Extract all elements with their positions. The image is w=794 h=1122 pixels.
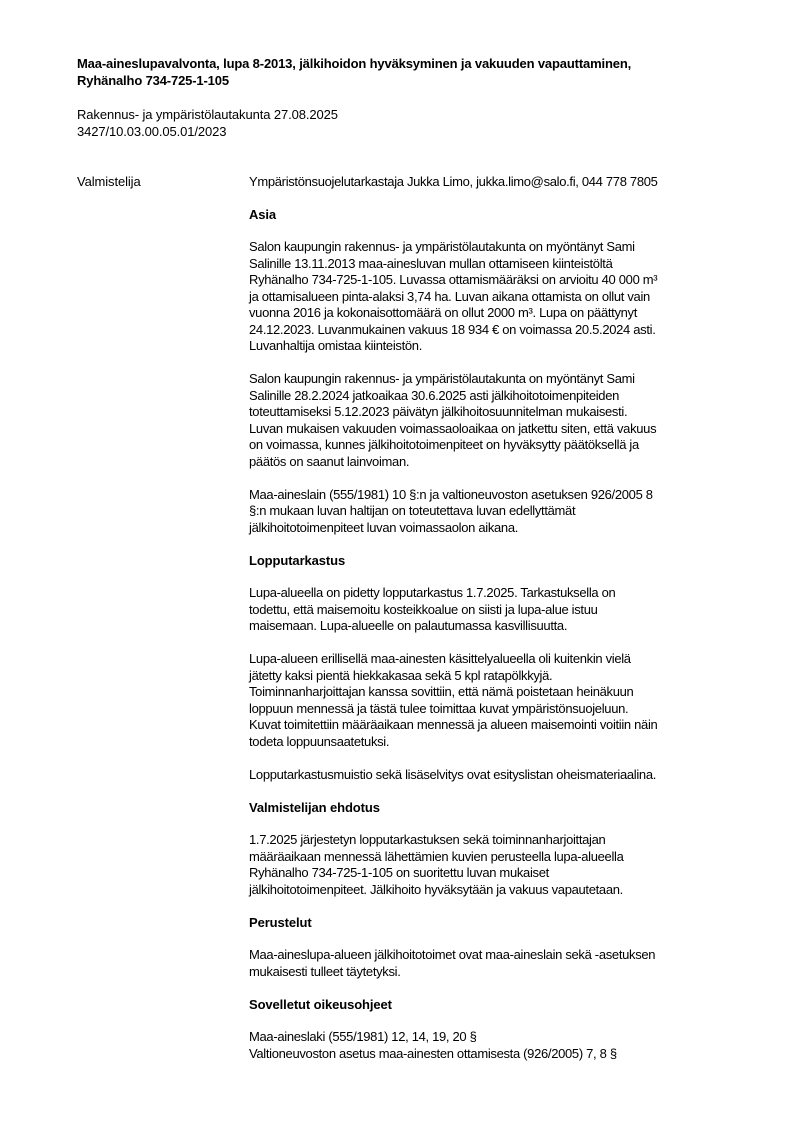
text-line: Luvanhaltija omistaa kiinteistön. bbox=[249, 338, 422, 353]
text-line: mukaisesti tulleet täytetyksi. bbox=[249, 963, 401, 979]
paragraph bbox=[249, 1029, 749, 1062]
paragraph bbox=[249, 239, 749, 355]
text-line: Maa-aineslain (555/1981) 10 §:n ja valtioneuvoston asetuksen 926/2005 8 bbox=[249, 486, 653, 502]
text-line: Lupa-alueen erillisellä maa-ainesten käsittelyalueella oli kuitenkin vielä bbox=[249, 651, 631, 666]
text-line: vuonna 2016 ja kokonaisottomäärä on ollut 2000 m³. Lupa on päättynyt bbox=[249, 305, 638, 320]
text-line: maisemaan. Lupa-alueelle on palautumassa kasvillisuutta. bbox=[249, 618, 568, 633]
paragraph bbox=[249, 585, 749, 635]
text-line: jälkihoitotoimenpiteet. Jälkihoito hyväksytään ja vakuus vapautetaan. bbox=[249, 881, 623, 897]
title-line: Ryhänalho 734-725-1-105 bbox=[77, 72, 229, 88]
text-line: jätetty kaksi pientä hiekkakasaa sekä 5 kpl ratapölkkyjä. bbox=[249, 667, 553, 683]
paragraph bbox=[249, 651, 749, 750]
text-line: toteuttamiseksi 5.12.2023 päivätyn jälkihoitosuunnitelman mukaisesti. bbox=[249, 404, 628, 419]
text-line: päätös on saanut lainvoiman. bbox=[249, 453, 410, 469]
section-ehdotus bbox=[249, 800, 749, 899]
preparer-value: Ympäristönsuojelutarkastaja Jukka Limo, jukka.limo@salo.fi, 044 778 7805 bbox=[249, 174, 658, 189]
text-line: ja ottamisalueen pinta-alaksi 3,74 ha. Luvan aikana ottamista on ollut vain bbox=[249, 288, 650, 304]
section-heading: Asia bbox=[249, 206, 277, 222]
board-date: Rakennus- ja ympäristölautakunta 27.08.2025 bbox=[77, 107, 338, 122]
section-asia bbox=[249, 207, 749, 537]
text-line: Salon kaupungin rakennus- ja ympäristölautakunta on myöntänyt Sami bbox=[249, 239, 635, 254]
text-line: Salinille 13.11.2013 maa-ainesluvan mullan ottamiseen kiinteistöltä bbox=[249, 255, 613, 271]
section-heading: Sovelletut oikeusohjeet bbox=[249, 996, 392, 1012]
text-line: todettu, että maisemoitu kosteikkoalue on siisti ja lupa-alue istuu bbox=[249, 601, 598, 617]
document-title bbox=[77, 56, 757, 89]
section-oikeusohjeet bbox=[249, 997, 749, 1063]
text-line: §:n mukaan luvan haltijan on toteutettava luvan edellyttämät bbox=[249, 503, 576, 518]
paragraph bbox=[249, 487, 749, 537]
text-line: Lupa-alueella on pidetty lopputarkastus 1.7.2025. Tarkastuksella on bbox=[249, 585, 616, 600]
record-number: 3427/10.03.00.05.01/2023 bbox=[77, 123, 227, 139]
text-line: Salon kaupungin rakennus- ja ympäristölautakunta on myöntänyt Sami bbox=[249, 371, 635, 386]
paragraph bbox=[249, 832, 749, 898]
text-line: Maa-aineslaki (555/1981) 12, 14, 19, 20 § bbox=[249, 1029, 477, 1044]
text-line: 24.12.2023. Luvanmukainen vakuus 18 934 € on voimassa 20.5.2024 asti. bbox=[249, 321, 656, 337]
section-perustelut bbox=[249, 915, 749, 981]
text-line: Lopputarkastusmuistio sekä lisäselvitys ovat esityslistan oheismateriaalina. bbox=[249, 766, 657, 782]
text-line: todeta loppuunsaatetuksi. bbox=[249, 733, 390, 749]
text-line: 1.7.2025 järjestetyn lopputarkastuksen sekä toiminnanharjoittajan bbox=[249, 832, 606, 847]
text-line: Maa-aineslupa-alueen jälkihoitotoimet ovat maa-aineslain sekä -asetuksen bbox=[249, 947, 656, 962]
text-line: Valtioneuvoston asetus maa-ainesten ottamisesta (926/2005) 7, 8 § bbox=[249, 1045, 617, 1061]
text-line: Luvan mukaisen vakuuden voimassaoloaikaa on jatkettu siten, että vakuus bbox=[249, 420, 657, 436]
section-heading: Perustelut bbox=[249, 914, 312, 930]
meeting-meta bbox=[77, 107, 477, 140]
paragraph bbox=[249, 947, 749, 980]
text-line: Ryhänalho 734-725-1-105. Luvassa ottamismääräksi on arvioitu 40 000 m³ bbox=[249, 272, 658, 287]
text-line: Toiminnanharjoittajan kanssa sovittiin, että nämä poistetaan heinäkuun bbox=[249, 684, 634, 699]
paragraph bbox=[249, 767, 749, 784]
section-heading: Lopputarkastus bbox=[249, 552, 346, 568]
text-line: Salinille 28.2.2024 jatkoaikaa 30.6.2025 asti jälkihoitotoimenpiteiden bbox=[249, 387, 620, 403]
preparer-label: Valmistelija bbox=[77, 174, 141, 189]
document-body bbox=[249, 174, 749, 1079]
title-line: Maa-aineslupavalvonta, lupa 8-2013, jälkihoidon hyväksyminen ja vakuuden vapauttaminen, bbox=[77, 56, 632, 71]
text-line: Kuvat toimitettiin määräaikaan mennessä ja alueen maisemointi voitiin näin bbox=[249, 717, 658, 732]
text-line: loppuun mennessä ja tästä tulee toimittaa kuvat ympäristönsuojeluun. bbox=[249, 700, 629, 716]
text-line: Ryhänalho 734-725-1-105 on suoritettu luvan mukaiset bbox=[249, 865, 549, 880]
text-line: määräaikaan mennessä lähettämien kuvien perusteella lupa-alueella bbox=[249, 848, 624, 864]
paragraph bbox=[249, 371, 749, 470]
section-heading: Valmistelijan ehdotus bbox=[249, 799, 380, 815]
text-line: on voimassa, kunnes jälkihoitotoimenpiteet on hyväksytty päätöksellä ja bbox=[249, 437, 639, 452]
section-lopputarkastus bbox=[249, 553, 749, 784]
text-line: jälkihoitotoimenpiteet luvan voimassaolon aikana. bbox=[249, 519, 519, 535]
